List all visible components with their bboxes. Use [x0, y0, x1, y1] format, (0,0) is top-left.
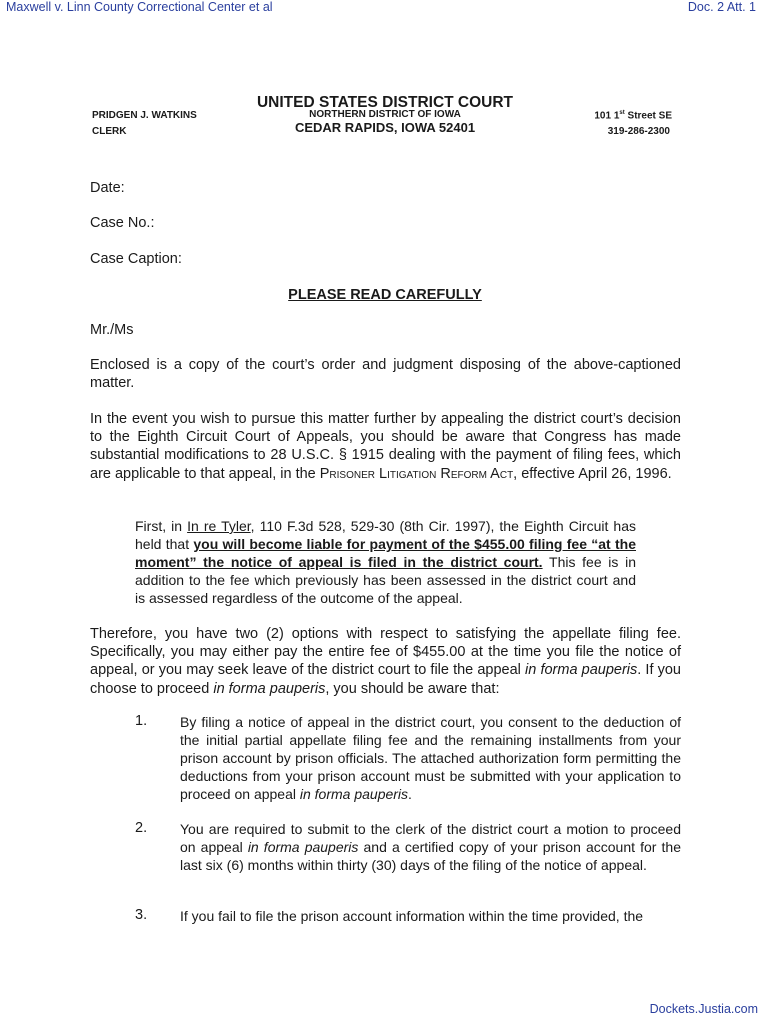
list-item: By filing a notice of appeal in the district court, you consent to the deduction of the initial partial appellate filing fee and the remaining installments from your prison account by prison officials. The attached authorization form permitting the deductions from your prison account must be submitted with your application to proceed on appeal in forma pauperis. [180, 714, 681, 802]
case-caption-field: Case Caption: [90, 251, 182, 267]
district-name: NORTHERN DISTRICT OF IOWA [309, 109, 461, 120]
paragraph-enclosed: Enclosed is a copy of the court’s order and judgment disposing of the above-captioned matter. [90, 357, 681, 392]
case-number-field: Case No.: [90, 215, 155, 231]
act-name: Prisoner Litigation Reform Act [319, 465, 514, 482]
paragraph-options: Therefore, you have two (2) options with respect to satisfying the appellate filing fee. Specifically, you may either pay the entire fee of $455.00 at the time you file the notice of appeal, or you may seek leave of the district court to file the appeal in forma pauperis. If you choose to proceed in forma pauperis, you should be aware that: [90, 626, 681, 697]
case-title-banner: Maxwell v. Linn County Correctional Center et al [6, 0, 273, 14]
list-item: If you fail to file the prison account information within the time provided, the [180, 908, 644, 924]
paragraph-in-re-tyler: First, in In re Tyler, 110 F.3d 528, 529-30 (8th Cir. 1997), the Eighth Circuit has held that you will become liable for payment of the $455.00 filing fee “at the moment” the notice of appeal is filed in the district court. This fee is in addition to the fee which previously has been assessed in the district court and is assessed regardless of the outcome of the appeal. [135, 518, 636, 606]
document-reference: Doc. 2 Att. 1 [687, 0, 756, 14]
court-address: 101 1st Street SE [594, 110, 672, 122]
salutation: Mr./Ms [90, 322, 134, 338]
list-item: You are required to submit to the clerk of the district court a motion to proceed on appeal in forma pauperis and a certified copy of your prison account for the last six (6) months within thirty (30) days of the filing of the notice of appeal. [180, 821, 681, 873]
court-phone: 319-286-2300 [607, 126, 670, 137]
liability-warning: you will become liable for payment of the $455.00 filing fee “at the moment” the notice of appeal is filed in the district court. [135, 536, 636, 570]
court-city: CEDAR RAPIDS, IOWA 52401 [294, 120, 476, 135]
court-title: UNITED STATES DISTRICT COURT [256, 94, 514, 111]
list-item-number: 2. [135, 820, 148, 836]
clerk-name: PRIDGEN J. WATKINS [92, 110, 197, 121]
list-item-number: 1. [135, 713, 148, 729]
notice-heading: PLEASE READ CAREFULLY [288, 287, 482, 303]
clerk-title: CLERK [92, 126, 127, 137]
source-watermark-link[interactable]: Dockets.Justia.com [649, 1002, 758, 1016]
case-citation: In re Tyler [187, 518, 251, 534]
list-item-number: 3. [135, 907, 148, 923]
date-field: Date: [90, 180, 125, 196]
paragraph-appeal-notice: In the event you wish to pursue this matter further by appealing the district court’s decision to the Eighth Circuit Court of Appeals, you should be aware that Congress has made substantial modifications to 28 U.S.C. § 1915 dealing with the payment of filing fees, which are applicable to that appeal, in the Prisoner Litigation Reform Act, effective April 26, 1996. [90, 411, 681, 482]
